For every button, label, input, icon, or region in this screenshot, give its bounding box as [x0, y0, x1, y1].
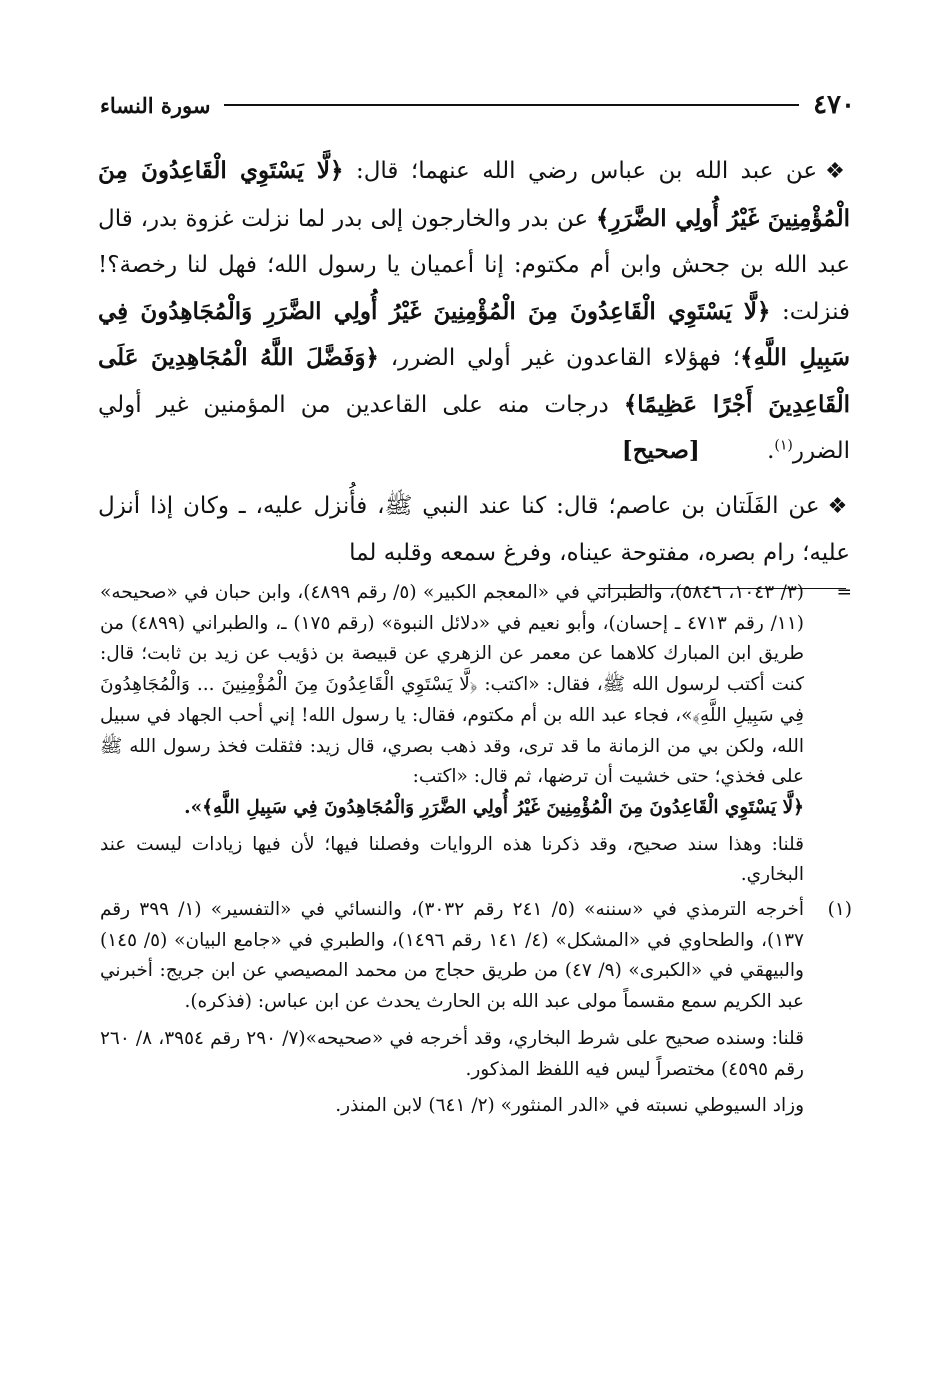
entry1-text: ؛ فهؤلاء القاعدون غير أولي الضرر، [390, 345, 741, 371]
entry1-text: عن بدر والخارجون إلى بدر لما نزلت غزوة بدر، قال عبد الله بن جحش وابن أم مكتوم: إنا أعميان يا رسول الله؛ فهل لنا رخصة؟! فنزلت: [98, 205, 850, 325]
hadith-entry-2 [98, 483, 850, 577]
footnote-text: (٣/ ١٠٤٣، ٥٨٤٦)، والطبراني في «المعجم الكبير» (٥/ رقم ٤٨٩٩)، وابن حبان في «صحيحه» (١١/ رقم ٤٧١٣ ـ إحسان)، وأبو نعيم في «دلائل النبوة» (رقم ١٧٥) ـ، والطبراني (٤٨٩٩) من طريق ابن المبارك كلاهما عن معمر عن الزهري عن قبيصة بن ذؤيب عن زيد بن ثابت؛ قال: كنت أكتب لرسول الله ﷺ، فقال: «اكتب: ﴿لَّا يَسْتَوِي الْقَاعِدُونَ مِنَ الْمُؤْمِنِينَ ... وَالْمُجَاهِدُونَ فِي سَبِيلِ اللَّهِ﴾»، فجاء عبد الله بن أم مكتوم، فقال: يا رسول الله! إني أحب الجهاد في سبيل الله، ولكن بي من الزمانة ما قد ترى، وقد ذهب بصري، قال زيد: فثقلت فخذ رسول الله ﷺ على فخذي؛ حتى خشيت أن ترضها، ثم قال: «اكتب: [100, 582, 805, 788]
quran-verse: ﴿وَفَضَّلَ اللَّهُ الْمُجَاهِدِينَ عَلَى الْقَاعِدِينَ أَجْرًا عَظِيمًا﴾ [98, 344, 851, 418]
hadith-entry-1 [98, 148, 850, 475]
surah-name: سورة النساء [100, 92, 211, 118]
entry1-intro: عن عبد الله بن عباس رضي الله عنهما؛ قال: [355, 158, 818, 184]
page-number: ٤٧٠ [813, 90, 855, 120]
footnotes [100, 578, 852, 1126]
footnote-reference[interactable]: (١) [774, 437, 793, 454]
page-header [100, 88, 855, 122]
footnote-text: أخرجه الترمذي في «سننه» (٥/ ٢٤١ رقم ٣٠٣٢)، والنسائي في «التفسير» (١/ ٣٩٩ رقم ١٣٧)، والطحاوي في «المشكل» (٤/ ١٤١ رقم ١٤٩٦)، والطبري في «جامع البيان» (٥/ ١٤٥) والبيهقي في «الكبرى» (٩/ ٤٧) من طريق حجاج من محمد المصيصي عن ابن جريج: أخبرني عبد الكريم سمع مقسماً مولى عبد الله بن الحارث يحدث عن ابن عباس: (فذكره). [100, 899, 804, 1013]
continuation-mark: = [836, 582, 852, 603]
entry2-text: عن الفَلَتان بن عاصم؛ قال: كنا عند النبي ﷺ، فأُنزل عليه، ـ وكان إذا أنزل عليه؛ رام بصره، مفتوحة عيناه، وفرغ سمعه وقلبه لما [98, 492, 850, 566]
entry1-text: . [767, 438, 775, 464]
hadith-grade: [صحيح] [621, 437, 700, 464]
quran-verse: ﴿لَّا يَسْتَوِي الْقَاعِدُونَ مِنَ الْمُؤْمِنِينَ غَيْرُ أُولِي الضَّرَرِ وَالْمُجَاهِدُونَ فِي سَبِيلِ اللَّهِ﴾ [98, 297, 851, 371]
footnote-note: وزاد السيوطي نسبته في «الدر المنثور» (٢/ ٦٤١) لابن المنذر. [335, 1095, 804, 1117]
bullet-diamond-icon: ❖ [825, 159, 850, 184]
bullet-diamond-icon: ❖ [827, 493, 850, 519]
footnote-number: (١) [827, 899, 852, 921]
header-rule [224, 104, 799, 106]
quran-verse: ﴿لَّا يَسْتَوِي الْقَاعِدُونَ مِنَ الْمُؤْمِنِينَ غَيْرُ أُولِي الضَّرَرِ﴾ [98, 157, 850, 232]
quran-verse: ﴿لَّا يَسْتَوِي الْقَاعِدُونَ مِنَ الْمُؤْمِنِينَ غَيْرُ أُولِي الضَّرَرِ وَالْمُجَاهِدُونَ فِي سَبِيلِ اللَّهِ﴾». [184, 796, 804, 818]
footnote-continuation [100, 578, 852, 891]
footnote-note: قلنا: وهذا سند صحيح، وقد ذكرنا هذه الروايات وفصلنا فيها؛ لأن فيها زيادات ليست عند البخاري. [100, 833, 804, 886]
footnote-1 [100, 895, 852, 1122]
main-text [98, 148, 850, 585]
footnote-note: قلنا: وسنده صحيح على شرط البخاري، وقد أخرجه في «صحيحه»(٧/ ٢٩٠ رقم ٣٩٥٤، ٨/ ٢٦٠ رقم ٤٥٩٥) مختصراً ليس فيه اللفظ المذكور. [100, 1027, 804, 1080]
entry1-text: درجات منه على القاعدين من المؤمنين غير أولي الضرر [98, 391, 850, 464]
